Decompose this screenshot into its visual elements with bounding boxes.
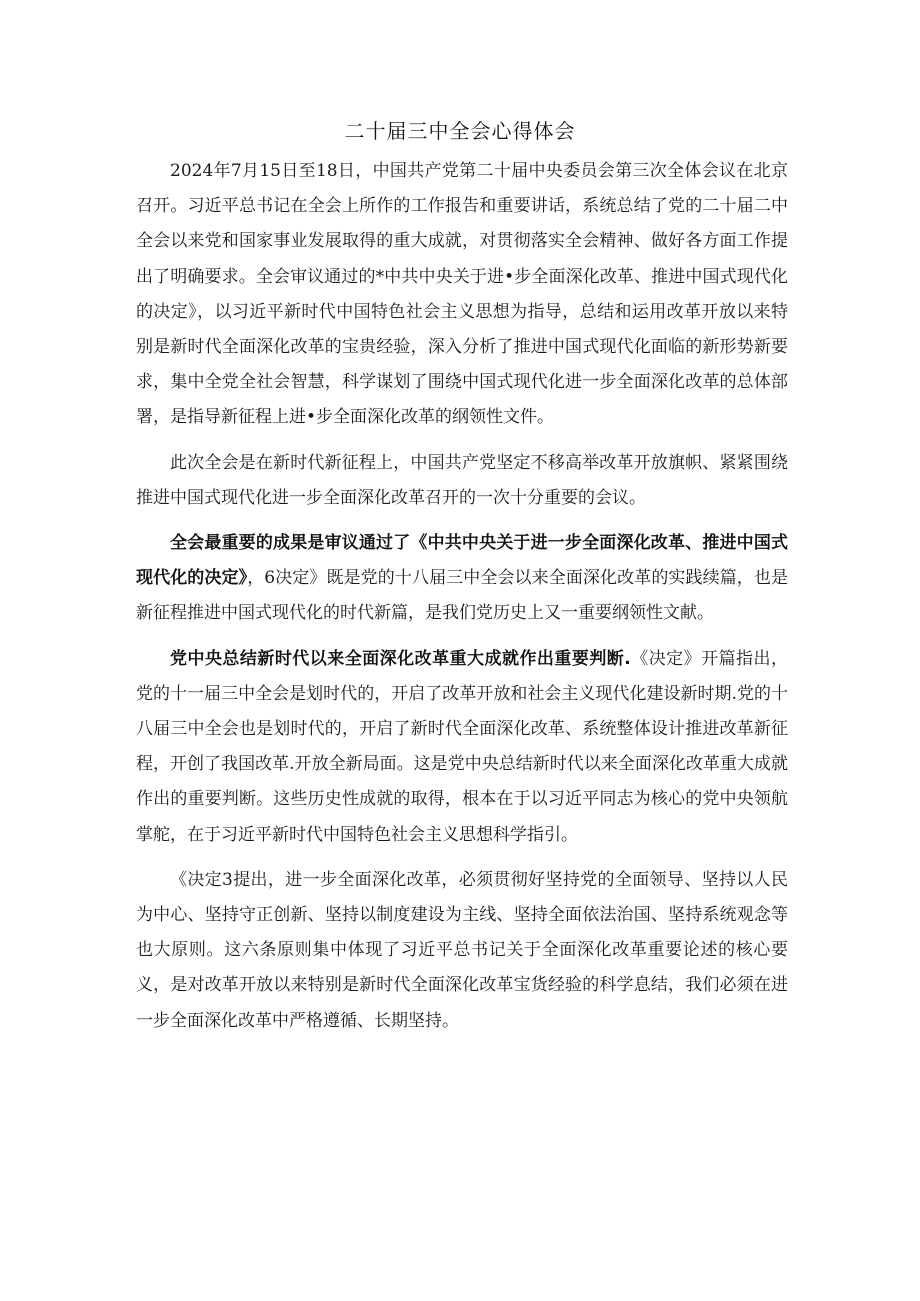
paragraph-4 (136, 642, 788, 853)
paragraph-2-text: 此次全会是在新时代新征程上，中国共产党坚定不移高举改革开放旗帜、紧紧围绕推进中国式现代化进一步全面深化改革召开的一次十分重要的会议。 (136, 452, 788, 508)
document-body (136, 154, 788, 1049)
paragraph-1-text: 2024年7月15日至18日，中国共产党第二十届中央委员会第三次全体会议在北京召开。习近平总书记在全会上所作的工作报告和重要讲话，系统总结了党的二十届二中全会以来党和国家事业发展取得的重大成就，对贯彻落实全会精神、做好各方面工作提出了明确要求。全会审议通过的*中共中央关于进•步全面深化改革、推进中国式现代化的决定》，以习近平新时代中国特色社会主义思想为指导，总结和运用改革开放以来特别是新时代全面深化改革的宝贵经验，深入分析了推进中国式现代化面临的新形势新要求，集中全党全社会智慧，科学谋划了围绕中国式现代化进一步全面深化改革的总体部署，是指导新征程上进•步全面深化改革的纲领性文件。 (136, 161, 788, 428)
paragraph-5-text: 《决定3提出，进一步全面深化改革，必须贯彻好坚持党的全面领导、坚持以人民为中心、坚持守正创新、坚持以制度建设为主线、坚持全面依法治国、坚持系统观念等也大原则。这六条原则集中体现了习近平总书记关于全面深化改革重要论述的核心要义，是对改革开放以来特别是新时代全面深化改革宝货经验的科学息结，我们必须在进一步全面深化改革中严格遵循、长期坚持。 (136, 869, 788, 1031)
paragraph-5 (136, 863, 788, 1039)
paragraph-1 (136, 154, 788, 436)
paragraph-3-lead: 全会最重要的成果是审议通过了《中共中央关于进一步全面深化改革、推进中国式现代化的决定》 (136, 533, 788, 589)
paragraph-4-text: 《决定》开篇指出，党的十一届三中全会是划时代的，开启了改革开放和社会主义现代化建设新时期.党的十八届三中全会也是划时代的，开启了新时代全面深化改革、系统整体设计推进改革新征程，开创了我国改革.开放全新局面。这是党中央总结新时代以来全面深化改革重大成就作出的重要判断。这些历史性成就的取得，根本在于以习近平同志为核心的党中央领航掌舵，在于习近平新时代中国特色社会主义思想科学指引。 (136, 648, 789, 845)
paragraph-3-text: ，6决定》既是党的十八届三中全会以来全面深化改革的实践续篇，也是新征程推进中国式现代化的时代新篇，是我们党历史上又一重要纲领性文献。 (136, 568, 788, 624)
document-title: 二十届三中全会心得体会 (344, 119, 576, 143)
paragraph-3 (136, 526, 788, 632)
paragraph-2 (136, 446, 788, 516)
paragraph-4-lead: 党中央总结新时代以来全面深化改革重大成就作出重要判断. (170, 648, 631, 669)
